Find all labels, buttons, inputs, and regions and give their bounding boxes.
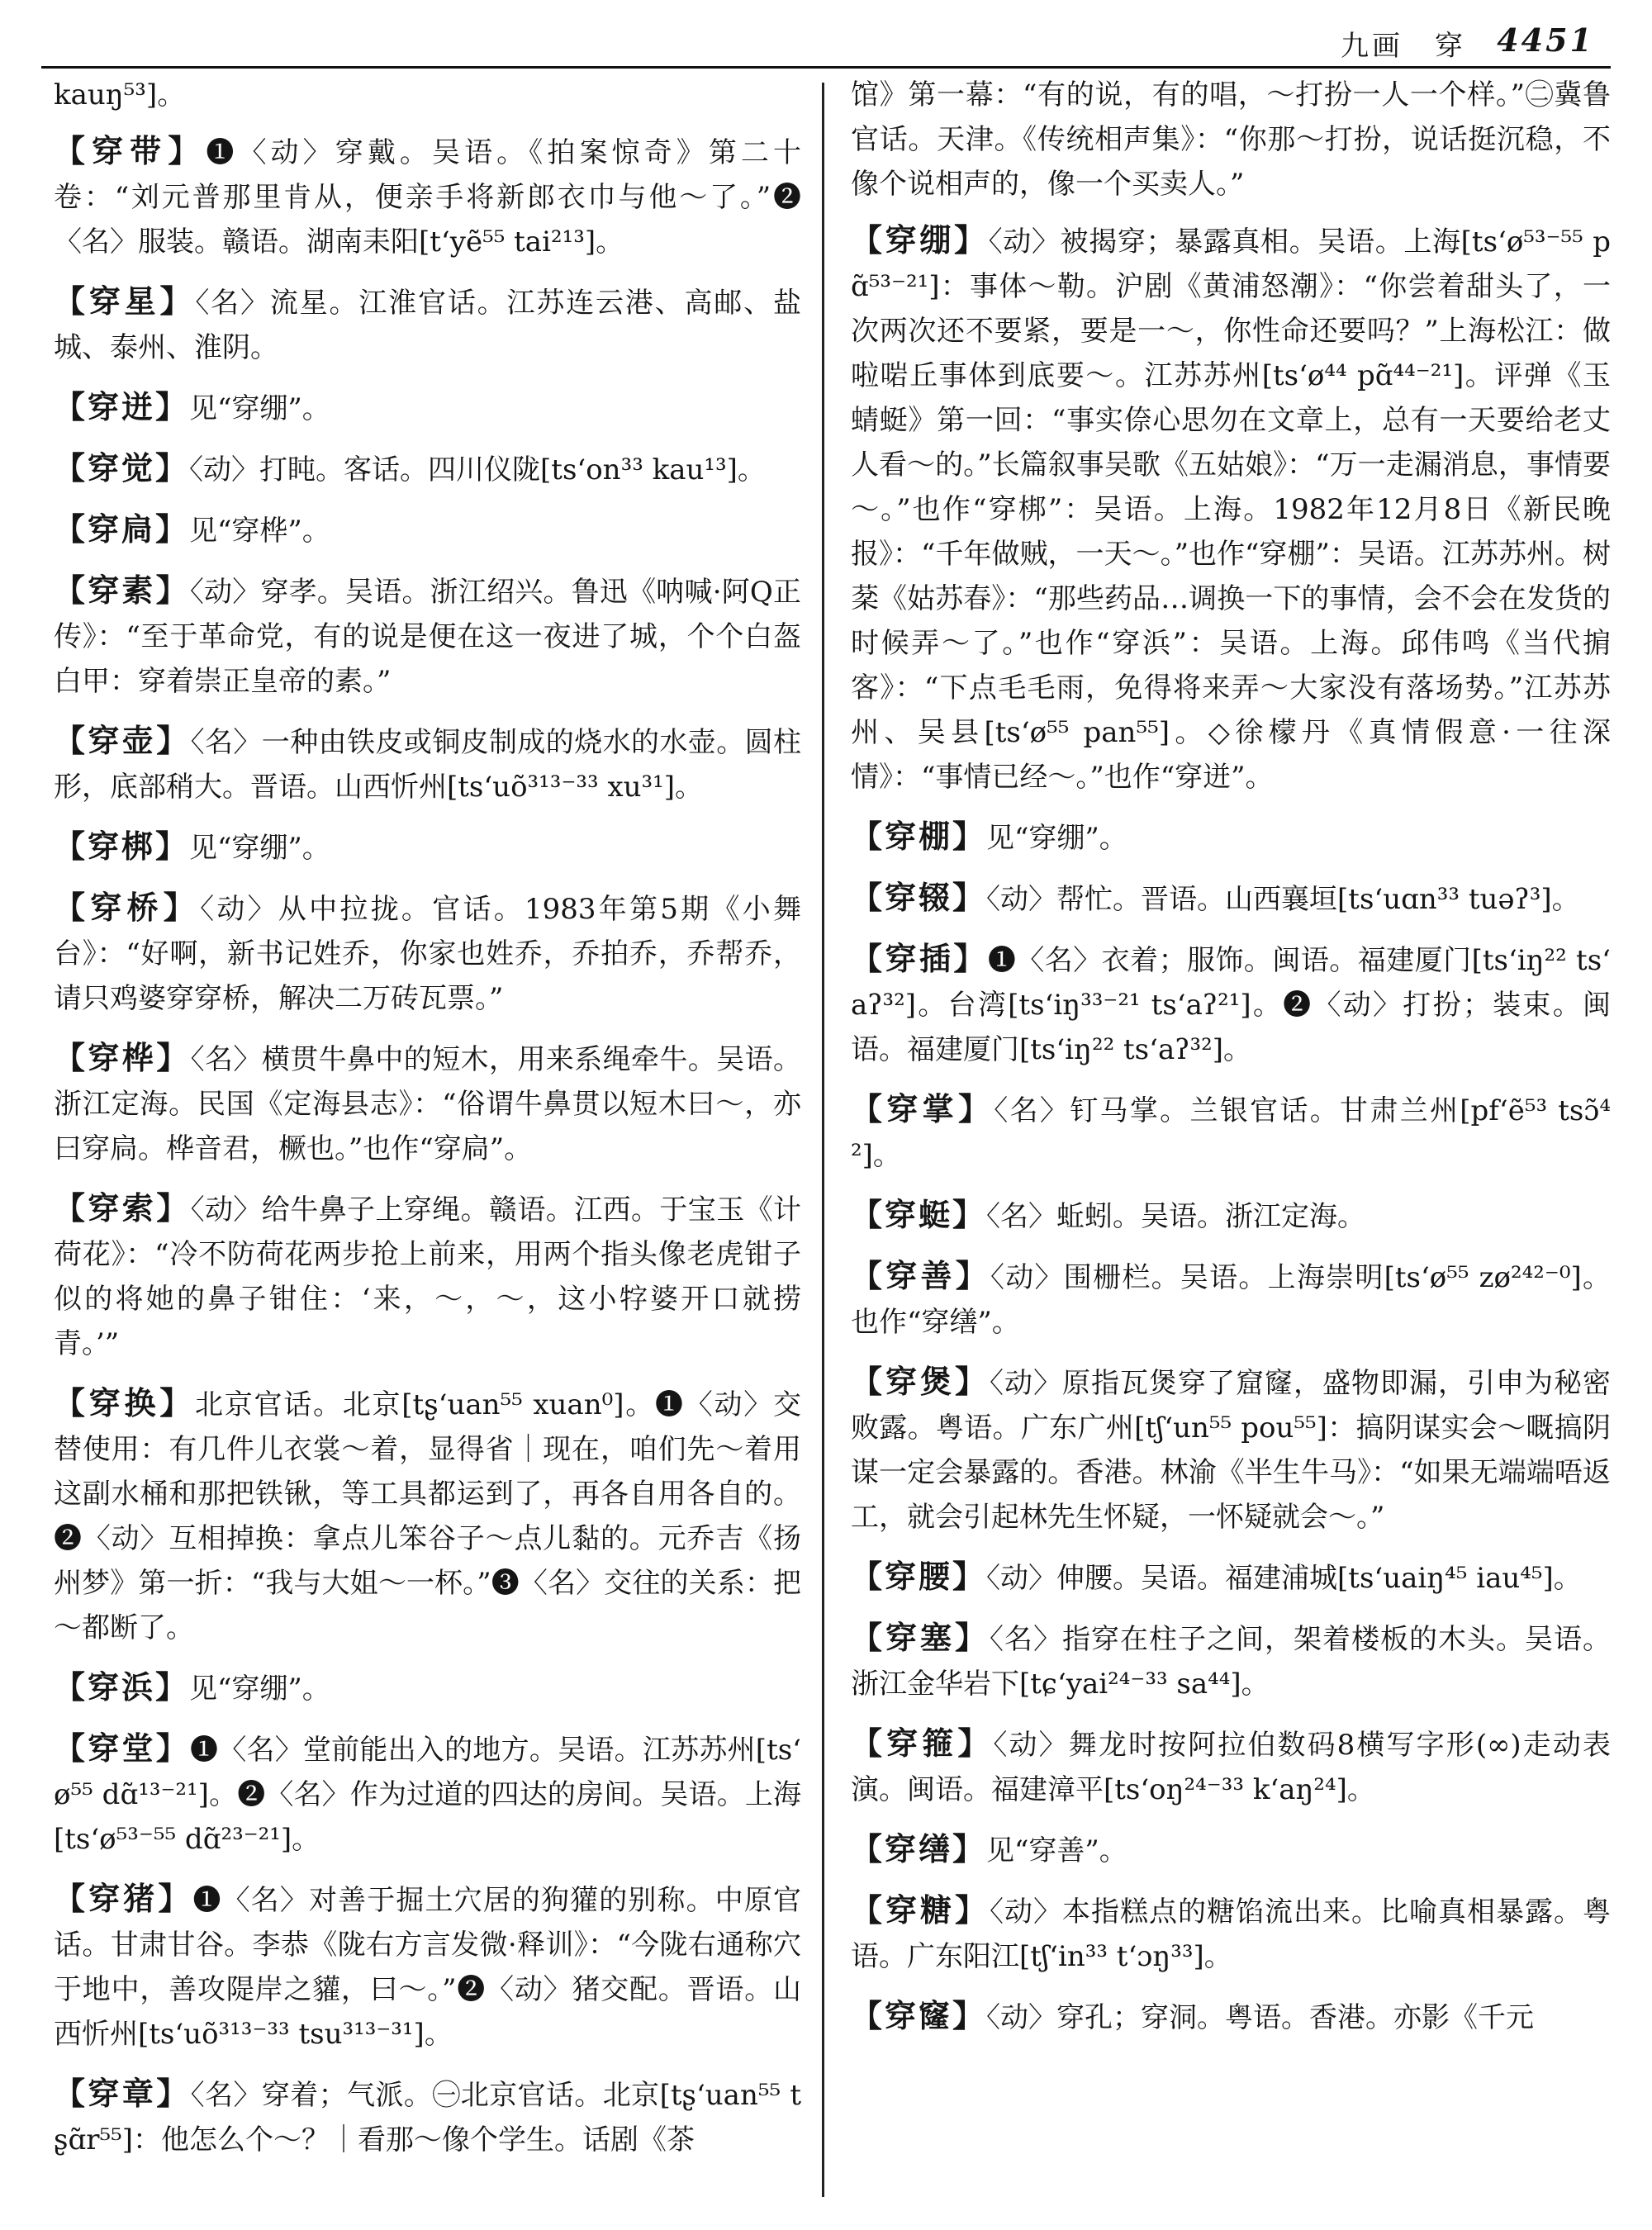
headword: 【穿善】 (851, 1257, 991, 1294)
dictionary-entry (54, 385, 801, 431)
definition: 见“穿桦”。 (189, 515, 330, 548)
headword: 【穿塞】 (851, 1619, 990, 1656)
definition: 〈名〉穿着；气派。㊀北京官话。北京[tʂʻuan⁵⁵ tʂɑ̃r⁵⁵]：他怎么个～？｜看那～像个学生。话剧《茶 (54, 2079, 801, 2156)
definition: 〈动〉本指糕点的糖馅流出来。比喻真相暴露。粤语。广东阳江[tʃʻin³³ tʻɔŋ³³]。 (851, 1896, 1611, 1973)
headword: 【穿素】 (54, 572, 190, 609)
definition: 〈动〉原指瓦煲穿了窟窿，盛物即漏，引申为秘密败露。粤语。广东广州[tʃʻun⁵⁵ pou⁵⁵]：搞阴谋实会～嘅搞阴谋一定会暴露的。香港。林渝《半生牛马》：“如果无端端唔返工，就会引起林先生怀疑，一怀疑就会～。” (851, 1367, 1611, 1534)
dictionary-entry (54, 1665, 801, 1711)
headword: 【穿辍】 (851, 879, 987, 916)
dictionary-entry (851, 218, 1611, 799)
dictionary-entry (54, 1186, 801, 1366)
definition: 〈名〉指穿在柱子之间，架着楼板的木头。吴语。浙江金华岩下[tɕʻyai²⁴⁻³³ sa⁴⁴]。 (851, 1623, 1611, 1701)
definition: 〈动〉围栅栏。吴语。上海崇明[tsʻø⁵⁵ zø²⁴²⁻⁰]。也作“穿缮”。 (851, 1261, 1611, 1339)
headword: 【穿糖】 (851, 1891, 990, 1929)
definition: ❶〈名〉衣着；服饰。闽语。福建厦门[tsʻiŋ²² tsʻaʔ³²]。台湾[tsʻiŋ³³⁻²¹ tsʻaʔ²¹]。❷〈动〉打扮；装束。闽语。福建厦门[tsʻiŋ²² tsʻaʔ³²]。 (851, 944, 1611, 1066)
dictionary-entry (851, 1359, 1611, 1540)
headword: 【穿索】 (54, 1189, 191, 1226)
dictionary-entry (851, 1827, 1611, 1873)
dictionary-entry (851, 1888, 1611, 1979)
definition: 〈动〉给牛鼻子上穿绳。赣语。江西。于宝玉《计荷花》：“冷不防荷花两步抢上前来，用两个指头像老虎钳子似的将她的鼻子钳住：‘来，～，～，这小牸婆开口就捞青。’” (54, 1193, 801, 1360)
definition: 〈动〉伸腰。吴语。福建浦城[tsʻuaiŋ⁴⁵ iau⁴⁵]。 (986, 1562, 1582, 1595)
headword: 【穿插】 (851, 940, 988, 977)
definition: 〈动〉帮忙。晋语。山西襄垣[tsʻuɑn³³ tuəʔ³]。 (986, 883, 1580, 916)
headword: 【穿绷】 (851, 221, 989, 259)
headword: 【穿桥】 (54, 889, 201, 926)
definition: 〈动〉穿孔；穿洞。粤语。香港。亦影《千元 (986, 2001, 1535, 2034)
headword: 【穿壶】 (54, 722, 191, 759)
dictionary-entry (851, 937, 1611, 1072)
definition: 〈名〉蚯蚓。吴语。浙江定海。 (986, 1200, 1366, 1233)
definition: 〈动〉从中拉拢。官话。1983年第5期《小舞台》：“好啊，新书记姓乔，你家也姓乔，乔拍乔，乔帮乔，请只鸡婆穿穿桥，解决二万砖瓦票。” (54, 893, 801, 1015)
headword: 【穿梆】 (54, 828, 190, 865)
dictionary-entry (851, 875, 1611, 922)
headword: 【穿窿】 (851, 1997, 987, 2034)
dictionary-entry (54, 1726, 801, 1862)
headword: 【穿缮】 (851, 1830, 987, 1867)
dictionary-entry (54, 1877, 801, 2057)
dictionary-entry (851, 1721, 1611, 1812)
headword: 【穿腰】 (851, 1558, 987, 1595)
definition: 见“穿绷”。 (986, 822, 1127, 855)
dictionary-entry (54, 885, 801, 1021)
continued-text: 馆》第一幕：“有的说，有的唱，～打扮一人一个样。”㊁冀鲁官话。天津。《传统相声集》：“你那～打扮，说话挺沉稳，不像个说相声的，像一个买卖人。” (851, 78, 1611, 201)
dictionary-entry (851, 1554, 1611, 1601)
headword: 【穿箍】 (851, 1725, 994, 1762)
page-header (50, 23, 1602, 64)
dictionary-entry (54, 719, 801, 809)
definition: ❶〈名〉堂前能出入的地方。吴语。江苏苏州[tsʻø⁵⁵ dɑ̃¹³⁻²¹]。❷〈名〉作为过道的四达的房间。吴语。上海[tsʻø⁵³⁻⁵⁵ dɑ̃²³⁻²¹]。 (54, 1734, 801, 1856)
dictionary-entry (54, 1036, 801, 1171)
section-title: 九画 穿 (1341, 30, 1466, 63)
definition: 〈动〉被揭穿；暴露真相。吴语。上海[tsʻø⁵³⁻⁵⁵ pɑ̃⁵³⁻²¹]：事体～勒。沪剧《黄浦怒潮》：“你尝着甜头了，一次两次还不要紧，要是一～，你性命还要吗？”上海松江：做啦啱丘事体到底要～。江苏苏州[tsʻø⁴⁴ pɑ̃⁴⁴⁻²¹]。评弹《玉蜻蜓》第一回：“事实倷心思勿在文章上，总有一天要给老丈人看～的。”长篇叙事吴歌《五姑娘》：“万一走漏消息，事情要～。”也作“穿梆”：吴语。上海。1982年12月8日《新民晚报》：“千年做贼，一天～。”也作“穿棚”：吴语。江苏苏州。树棻《姑苏春》：“那些药品…调换一下的事情，会不会在发货的时候弄～了。”也作“穿浜”：吴语。上海。邱伟鸣《当代掮客》：“下点毛毛雨，免得将来弄～大家没有落场势。”江苏苏州、吴县[tsʻø⁵⁵ pan⁵⁵]。◇徐檬丹《真情假意·一往深情》：“事情已经～。”也作“穿迸”。 (851, 225, 1611, 794)
dictionary-entry (851, 1087, 1611, 1178)
dictionary-entry (54, 279, 801, 370)
definition: 〈名〉横贯牛鼻中的短木，用来系绳牵牛。吴语。浙江定海。民国《定海县志》：“俗谓牛鼻贯以短木曰～，亦曰穿扃。桦音君，橛也。”也作“穿扃”。 (54, 1043, 801, 1165)
dictionary-entry (54, 446, 801, 492)
dictionary-entry (54, 129, 801, 264)
headword: 【穿觉】 (54, 449, 190, 486)
definition: 〈动〉打盹。客话。四川仪陇[tsʻon³³ kau¹³]。 (189, 453, 766, 486)
left-column (54, 73, 801, 2177)
dictionary-entry (54, 1381, 801, 1650)
headword: 【穿浜】 (54, 1668, 190, 1706)
headword: 【穿棚】 (851, 818, 987, 855)
dictionary-entry (851, 1193, 1611, 1239)
headword: 【穿星】 (54, 282, 196, 320)
dictionary-entry (54, 507, 801, 553)
header-rule (41, 66, 1611, 69)
column-divider (822, 83, 824, 2197)
definition: ❶〈动〉穿戴。吴语。《拍案惊奇》第二十卷：“刘元普那里肯从，便亲手将新郎衣巾与他～了。”❷〈名〉服装。赣语。湖南耒阳[tʻyẽ⁵⁵ tai²¹³]。 (54, 136, 801, 259)
headword: 【穿章】 (54, 2075, 191, 2112)
definition: 见“穿善”。 (986, 1834, 1127, 1867)
dictionary-entry (54, 2071, 801, 2162)
headword: 【穿煲】 (851, 1363, 990, 1400)
definition: 〈名〉一种由铁皮或铜皮制成的烧水的水壶。圆柱形，底部稍大。晋语。山西忻州[tsʻuõ³¹³⁻³³ xu³¹]。 (54, 726, 801, 804)
right-column (851, 73, 1611, 2055)
dictionary-entry (851, 1254, 1611, 1345)
headword: 【穿迸】 (54, 388, 190, 425)
dictionary-entry (851, 814, 1611, 861)
definition: 〈动〉舞龙时按阿拉伯数码8横写字形(∞)走动表演。闽语。福建漳平[tsʻoŋ²⁴⁻³³ kʻaŋ²⁴]。 (851, 1729, 1611, 1806)
definition: 〈名〉钉马掌。兰银官话。甘肃兰州[pfʻẽ⁵³ tsɔ̃⁴²]。 (851, 1094, 1611, 1172)
definition: 〈名〉流星。江淮官话。江苏连云港、高邮、盐城、泰州、淮阴。 (54, 287, 801, 364)
dictionary-entry (54, 568, 801, 704)
dictionary-entry (54, 824, 801, 871)
headword: 【穿掌】 (851, 1090, 995, 1127)
continued-text: kauŋ⁵³]。 (54, 78, 186, 112)
definition: ❶〈名〉对善于掘土穴居的狗獾的别称。中原官话。甘肃甘谷。李恭《陇右方言发微·释训》：“今陇右通称穴于地中，善攻隄岸之貛，曰～。”❷〈动〉猪交配。晋语。山西忻州[tsʻuõ³¹³⁻³³ tsu³¹³⁻³¹]。 (54, 1884, 801, 2051)
headword: 【穿扃】 (54, 510, 190, 548)
headword: 【穿桦】 (54, 1039, 191, 1076)
headword: 【穿带】 (54, 132, 206, 169)
definition: 见“穿绷”。 (189, 1672, 330, 1706)
headword: 【穿蜓】 (851, 1196, 987, 1233)
definition: 见“穿绷”。 (189, 832, 330, 865)
dictionary-entry (851, 1616, 1611, 1706)
headword: 【穿换】 (54, 1384, 196, 1421)
headword: 【穿猪】 (54, 1880, 193, 1917)
headword: 【穿堂】 (54, 1729, 190, 1767)
definition: 北京官话。北京[tʂʻuan⁵⁵ xuan⁰]。❶〈动〉交替使用：有几件儿衣裳～着，显得省｜现在，咱们先～着用这副水桶和那把铁锹，等工具都运到了，再各自用各自的。❷〈动〉互相掉换：拿点儿笨谷子～点儿黏的。元乔吉《扬州梦》第一折：“我与大姐～一杯。”❸〈名〉交往的关系：把～都断了。 (54, 1388, 801, 1644)
definition: 见“穿绷”。 (189, 392, 330, 425)
definition: 〈动〉穿孝。吴语。浙江绍兴。鲁迅《呐喊·阿Q正传》：“至于革命党，有的说是便在这一夜进了城，个个白盔白甲：穿着崇正皇帝的素。” (54, 576, 801, 698)
dictionary-entry (851, 1994, 1611, 2040)
page-number: 4451 (1497, 21, 1594, 59)
